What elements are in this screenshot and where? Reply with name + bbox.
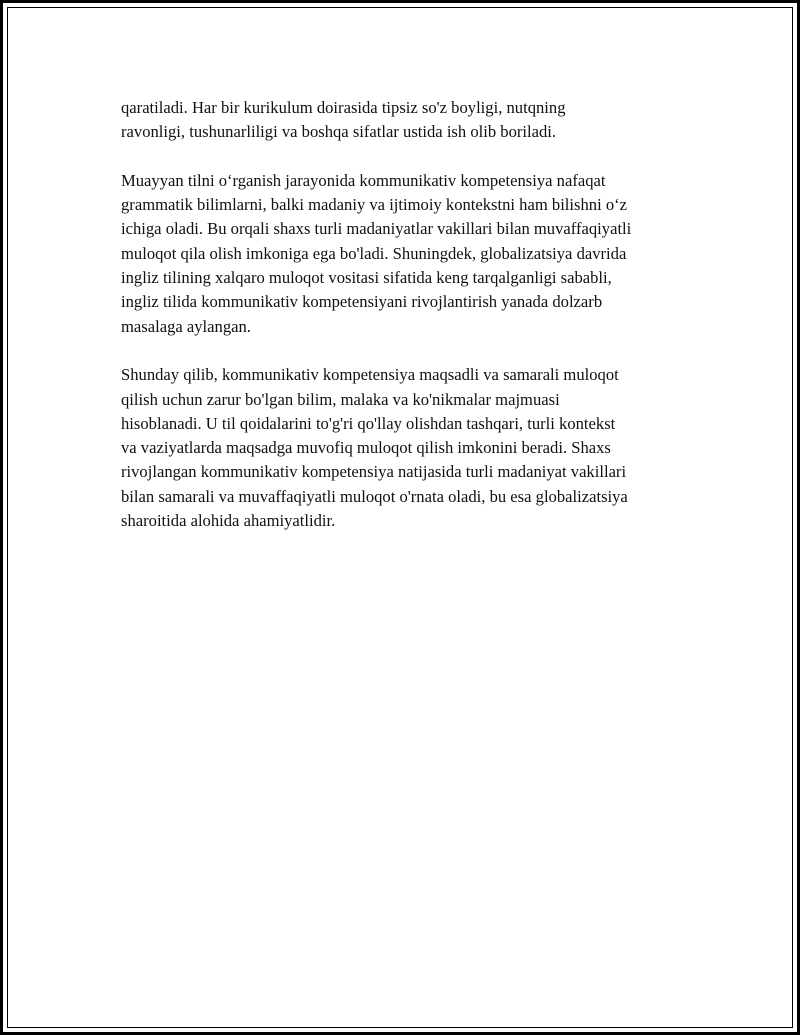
paragraph-2 [121, 169, 703, 339]
text-line: ravonligi, tushunarliligi va boshqa sifatlar ustida ish olib boriladi. [121, 122, 557, 142]
text-line: Shunday qilib, kommunikativ kompetensiya maqsadli va samarali muloqot [121, 365, 619, 385]
text-line: qaratiladi. Har bir kurikulum doirasida tipsiz so'z boyligi, nutqning [121, 98, 566, 117]
text-line: va vaziyatlarda maqsadga muvofiq muloqot qilish imkonini beradi. Shaxs [121, 438, 611, 458]
text-line: ichiga oladi. Bu orqali shaxs turli madaniyatlar vakillari bilan muvaffaqiyatli [121, 219, 632, 239]
text-line: hisoblanadi. U til qoidalarini to'g'ri qo'llay olishdan tashqari, turli kontekst [121, 413, 616, 433]
text-line: sharoitida alohida ahamiyatlidir. [121, 511, 336, 531]
paragraph-3 [121, 363, 703, 533]
paragraph-1 [121, 96, 703, 145]
document-body [121, 96, 703, 558]
text-line: bilan samarali va muvaffaqiyatli muloqot o'rnata oladi, bu esa globalizatsiya [121, 486, 628, 506]
text-line: ingliz tilining xalqaro muloqot vositasi sifatida keng tarqalganligi sababli, [121, 268, 612, 288]
text-line: grammatik bilimlarni, balki madaniy va ijtimoiy kontekstni ham bilishni o‘z [121, 195, 628, 215]
text-line: rivojlangan kommunikativ kompetensiya natijasida turli madaniyat vakillari [121, 462, 627, 482]
text-line: Muayyan tilni o‘rganish jarayonida kommunikativ kompetensiya nafaqat [121, 170, 606, 190]
text-line: ingliz tilida kommunikativ kompetensiyani rivojlantirish yanada dolzarb [121, 292, 603, 312]
text-line: muloqot qila olish imkoniga ega bo'ladi. Shuningdek, globalizatsiya davrida [121, 243, 627, 263]
text-line: masalaga aylangan. [121, 316, 251, 336]
text-line: qilish uchun zarur bo'lgan bilim, malaka va ko'nikmalar majmuasi [121, 389, 560, 409]
